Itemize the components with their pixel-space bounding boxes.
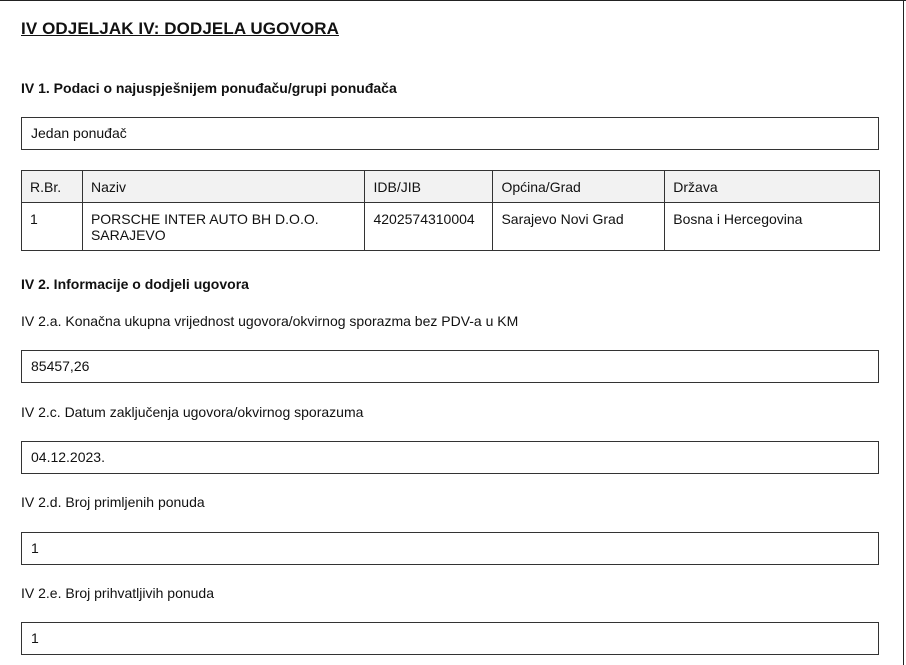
acceptable-offers-label: IV 2.e. Broj prihvatljivih ponuda <box>21 585 214 601</box>
contract-date-label: IV 2.c. Datum zaključenja ugovora/okvirnog sporazuma <box>21 404 364 420</box>
bidder-type-field: Jedan ponuđač <box>21 117 879 150</box>
iv2-heading: IV 2. Informacije o dodjeli ugovora <box>21 276 249 292</box>
contract-value-field: 85457,26 <box>21 350 879 383</box>
cell-idb-jib: 4202574310004 <box>365 203 493 251</box>
iv1-heading: IV 1. Podaci o najuspješnijem ponuđaču/grupi ponuđača <box>21 80 397 96</box>
column-header-rbr: R.Br. <box>22 171 83 203</box>
section-title: IV ODJELJAK IV: DODJELA UGOVORA <box>21 19 339 38</box>
cell-rbr: 1 <box>22 203 83 251</box>
contract-value-label: IV 2.a. Konačna ukupna vrijednost ugovora/okvirnog sporazma bez PDV-a u KM <box>21 313 519 329</box>
received-offers-field: 1 <box>21 532 879 565</box>
acceptable-offers-field: 1 <box>21 622 879 655</box>
table-row <box>22 203 880 251</box>
cell-naziv: PORSCHE INTER AUTO BH D.O.O. SARAJEVO <box>82 203 365 251</box>
bidders-table <box>21 170 880 251</box>
received-offers-label: IV 2.d. Broj primljenih ponuda <box>21 494 205 510</box>
column-header-idb-jib: IDB/JIB <box>365 171 493 203</box>
cell-opcina-grad: Sarajevo Novi Grad <box>493 203 665 251</box>
right-border <box>903 0 904 665</box>
column-header-naziv: Naziv <box>82 171 365 203</box>
cell-drzava: Bosna i Hercegovina <box>665 203 880 251</box>
column-header-opcina-grad: Općina/Grad <box>493 171 665 203</box>
table-header-row <box>22 171 880 203</box>
top-border <box>0 0 906 1</box>
contract-date-field: 04.12.2023. <box>21 441 879 474</box>
column-header-drzava: Država <box>665 171 880 203</box>
